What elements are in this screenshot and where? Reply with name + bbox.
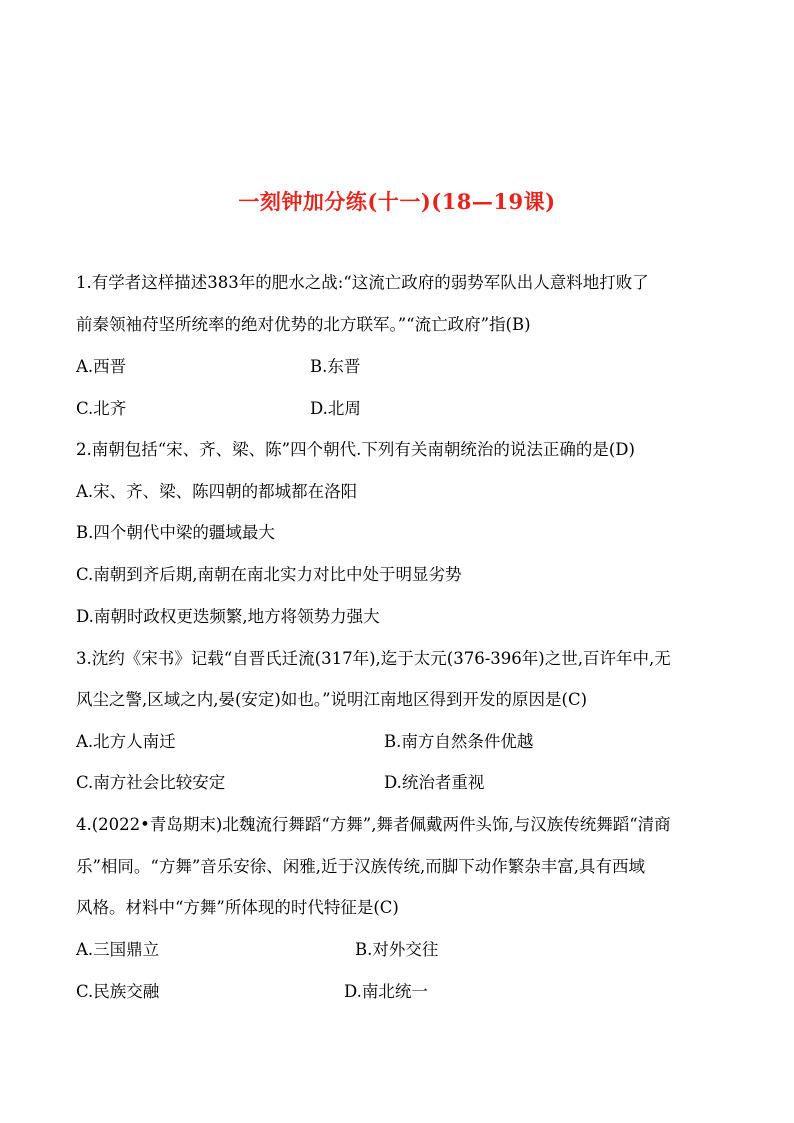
- question-3-line-1: 3.沈约《宋书》记载“自晋氏迁流(317年),迄于太元(376-396年)之世,百许年中,无: [76, 649, 671, 668]
- question-1-option-c: C.北齐: [76, 399, 127, 418]
- question-4-line-1: 4.(2022•青岛期末)北魏流行舞蹈“方舞”,舞者佩戴两件头饰,与汉族传统舞蹈“清商: [76, 815, 671, 834]
- question-3-option-d: D.统治者重视: [384, 773, 485, 792]
- question-4-line-2: 乐”相同。“方舞”音乐安徐、闲雅,近于汉族传统,而脚下动作繁杂丰富,具有西域: [76, 857, 646, 876]
- question-3-option-c: C.南方社会比较安定: [76, 773, 226, 792]
- question-2-option-c: C.南朝到齐后期,南朝在南北实力对比中处于明显劣势: [76, 565, 462, 584]
- question-2-option-a: A.宋、齐、梁、陈四朝的都城都在洛阳: [76, 482, 358, 501]
- question-1-option-a: A.西晋: [76, 357, 127, 376]
- question-3-option-a: A.北方人南迁: [76, 732, 176, 751]
- question-4-option-b: B.对外交往: [355, 940, 439, 959]
- question-3-line-2: 风尘之警,区域之内,晏(安定)如也。”说明江南地区得到开发的原因是(C): [76, 690, 588, 709]
- question-2-option-b: B.四个朝代中梁的疆域最大: [76, 523, 275, 542]
- question-4-option-d: D.南北统一: [344, 982, 428, 1001]
- question-1-option-b: B.东晋: [310, 357, 361, 376]
- question-4-option-c: C.民族交融: [76, 982, 160, 1001]
- question-3-option-b: B.南方自然条件优越: [384, 732, 534, 751]
- page-title: 一刻钟加分练(十一)(18—19课): [238, 189, 556, 214]
- question-4-line-3: 风格。材料中“方舞”所体现的时代特征是(C): [76, 898, 399, 917]
- question-2-option-d: D.南朝时政权更迭频繁,地方将领势力强大: [76, 607, 380, 626]
- question-4-option-a: A.三国鼎立: [76, 940, 160, 959]
- question-1-line-2: 前秦领袖苻坚所统率的绝对优势的北方联军。”“流亡政府”指(B): [76, 315, 531, 334]
- question-1-line-1: 1.有学者这样描述383年的肥水之战:“这流亡政府的弱势军队出人意料地打败了: [76, 273, 649, 292]
- question-2-line-1: 2.南朝包括“宋、齐、梁、陈”四个朝代.下列有关南朝统治的说法正确的是(D): [76, 440, 635, 459]
- question-1-option-d: D.北周: [310, 399, 361, 418]
